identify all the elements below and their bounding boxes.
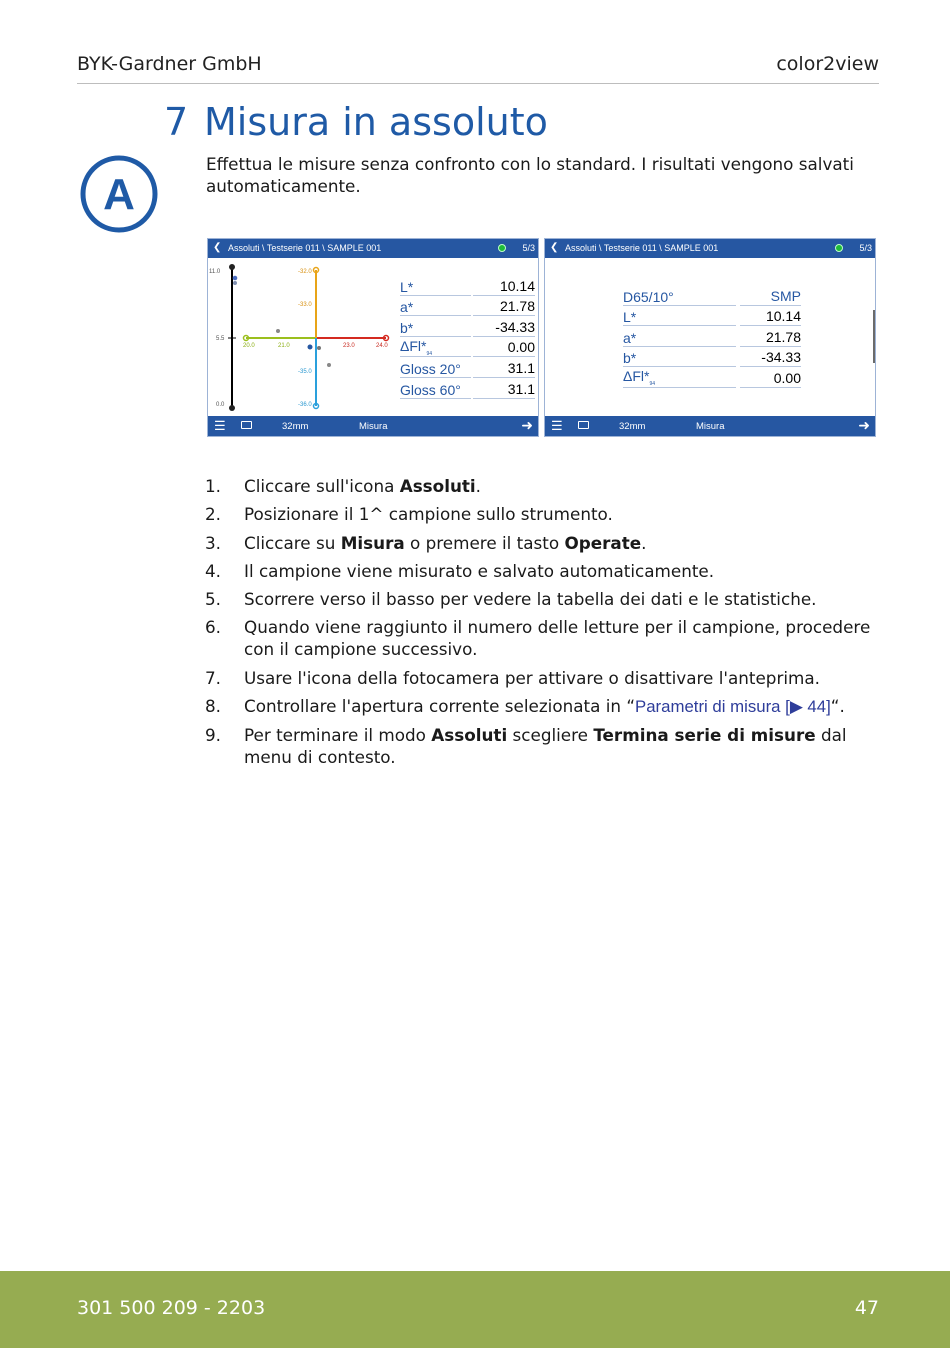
- menu-icon[interactable]: ☰: [551, 418, 563, 433]
- absolute-mode-icon: [79, 154, 159, 234]
- value-number: 0.00: [507, 339, 535, 356]
- back-icon[interactable]: ❮: [213, 242, 222, 253]
- page-counter: 5/3: [859, 243, 872, 253]
- value-label: Gloss 60°: [400, 381, 461, 398]
- value-label: L*: [623, 309, 637, 326]
- step-item: [205, 532, 885, 554]
- step-text: .: [475, 476, 482, 496]
- value-number: 31.1: [507, 380, 535, 397]
- table-row: [623, 367, 801, 388]
- cross-reference-link[interactable]: Parametri di misura [: [635, 697, 790, 717]
- step-number: 1.: [205, 476, 222, 496]
- value-number: -34.33: [495, 318, 535, 335]
- b-tick-label: -32.0: [298, 269, 312, 275]
- instruction-steps: [205, 475, 885, 775]
- screen-bottom-bar: [208, 416, 538, 436]
- values-table: [400, 275, 535, 399]
- step-text: .: [641, 532, 647, 553]
- aperture-label[interactable]: 32mm: [282, 421, 309, 432]
- scrollbar[interactable]: [873, 310, 875, 363]
- step-text: Controllare l'apertura corrente selezionata in “: [244, 696, 636, 717]
- step-number: 8.: [205, 696, 222, 717]
- step-text: Cliccare sull'icona: [244, 476, 400, 496]
- step-number: 3.: [205, 532, 222, 553]
- device-screen-plot: [207, 238, 539, 437]
- bold-term: Termina serie di misure: [593, 725, 816, 746]
- value-number: -34.33: [761, 349, 801, 366]
- step-text: Cliccare su: [244, 532, 341, 553]
- icon-letter: A: [103, 170, 135, 219]
- measure-button[interactable]: Misura: [359, 421, 388, 432]
- value-number: 21.78: [765, 328, 801, 345]
- breadcrumb: Assoluti \ Testserie 011 \ SAMPLE 001: [228, 243, 382, 253]
- ab-data-point: [308, 345, 313, 350]
- value-label: $\Delta Fl*_{94}$: [400, 337, 433, 357]
- table-row: [623, 347, 801, 368]
- value-number: 10.14: [765, 308, 801, 325]
- value-label: a*: [623, 329, 637, 346]
- page-footer: [0, 1271, 950, 1348]
- camera-icon[interactable]: [241, 421, 252, 429]
- measure-button[interactable]: Misura: [696, 421, 725, 432]
- step-item: [205, 616, 885, 660]
- step-text: Per terminare il modo: [244, 725, 432, 746]
- step-item: [205, 475, 885, 497]
- company-name: BYK-Gardner GmbH: [77, 53, 262, 75]
- value-row: [400, 337, 535, 358]
- step-text: o premere il tasto: [404, 532, 565, 553]
- table-header: [623, 285, 801, 306]
- ab-data-point: [317, 346, 321, 350]
- table-row: [623, 326, 801, 347]
- b-tick-label: -35.0: [298, 369, 312, 375]
- step-number: 4.: [205, 560, 222, 581]
- value-row: [400, 378, 535, 399]
- bold-term: Operate: [564, 532, 642, 553]
- step-item: [205, 667, 885, 689]
- ab-data-point: [276, 329, 280, 333]
- l-tick-label: 0.0: [216, 402, 225, 408]
- arrow-right-icon[interactable]: ➜: [521, 417, 533, 433]
- illuminant-label: D65/10°: [623, 288, 674, 305]
- product-name: color2view: [776, 53, 879, 75]
- step-item: [205, 724, 885, 768]
- step-text: Il campione viene misurato e salvato automaticamente.: [244, 560, 715, 581]
- screen-bottom-bar: [545, 416, 875, 436]
- value-row: [400, 316, 535, 337]
- step-number: 6.: [205, 617, 222, 638]
- step-number: 7.: [205, 667, 222, 688]
- cross-reference-link[interactable]: 44]: [802, 697, 831, 717]
- chapter-heading: [164, 100, 548, 144]
- status-led-icon: [498, 244, 506, 252]
- l-data-point: [233, 276, 238, 281]
- page-counter: 5/3: [522, 243, 535, 253]
- value-label: b*: [623, 350, 637, 367]
- device-screen-table: [544, 238, 876, 437]
- screen-title-bar: [545, 239, 875, 258]
- value-row: [400, 296, 535, 317]
- menu-icon[interactable]: ☰: [214, 418, 226, 433]
- value-number: 31.1: [507, 359, 535, 376]
- value-label: a*: [400, 299, 414, 316]
- step-text: Usare l'icona della fotocamera per attivare o disattivare l'anteprima.: [244, 667, 820, 688]
- b-tick-label: -33.0: [298, 302, 312, 308]
- intro-text: Effettua le misure senza confronto con lo standard. I risultati vengono salvati automaticamente.: [206, 154, 854, 196]
- breadcrumb: Assoluti \ Testserie 011 \ SAMPLE 001: [565, 243, 719, 253]
- b-tick-label: -36.0: [298, 402, 312, 408]
- value-label: L*: [400, 278, 414, 295]
- chapter-title: Misura in assoluto: [204, 100, 548, 144]
- a-tick-label: 20.0: [243, 343, 255, 349]
- screen-title-bar: [208, 239, 538, 258]
- value-row: [400, 275, 535, 296]
- a-tick-label: 21.0: [278, 343, 290, 349]
- step-item: [205, 695, 885, 718]
- a-tick-label: 24.0: [376, 343, 388, 349]
- step-text: dal menu di contesto.: [244, 725, 847, 768]
- step-number: 5.: [205, 589, 222, 610]
- value-row: [400, 357, 535, 378]
- step-number: 9.: [205, 725, 222, 746]
- step-text: Quando viene raggiunto il numero delle letture per il campione, procedere con il campione successivo.: [244, 617, 871, 660]
- value-label: $\Delta Fl*_{94}$: [623, 368, 656, 387]
- step-item: [205, 503, 885, 525]
- l-tick-label: 5.5: [216, 336, 225, 342]
- chapter-number: 7: [164, 100, 189, 144]
- a-tick-label: 23.0: [343, 343, 355, 349]
- step-number: 2.: [205, 504, 222, 525]
- value-number: 21.78: [499, 298, 535, 315]
- value-number: 10.14: [499, 277, 535, 294]
- step-text: Posizionare il 1^ campione sullo strumento.: [244, 504, 613, 525]
- camera-icon[interactable]: [578, 421, 589, 429]
- back-icon[interactable]: ❮: [550, 242, 559, 253]
- value-label: Gloss 20°: [400, 360, 461, 377]
- aperture-label[interactable]: 32mm: [619, 421, 646, 432]
- data-table: [623, 285, 801, 388]
- l-data-point: [233, 281, 237, 285]
- page-arrow-icon[interactable]: ▶: [789, 697, 803, 717]
- bold-term: Misura: [340, 532, 405, 553]
- step-text: scegliere: [507, 725, 594, 746]
- bold-term: Assoluti: [431, 725, 508, 746]
- page-number: 47: [854, 1297, 879, 1319]
- value-number: 0.00: [773, 369, 801, 386]
- step-item: [205, 560, 885, 582]
- header-divider: [77, 83, 879, 84]
- document-number: 301 500 209 - 2203: [77, 1297, 266, 1319]
- ab-data-point: [327, 363, 331, 367]
- table-row: [623, 306, 801, 327]
- step-text: Scorrere verso il basso per vedere la tabella dei dati e le statistiche.: [244, 589, 817, 610]
- l-tick-label: 11.0: [209, 269, 221, 275]
- value-label: b*: [400, 319, 414, 336]
- status-led-icon: [835, 244, 843, 252]
- step-item: [205, 588, 885, 610]
- step-text: “.: [830, 696, 845, 717]
- arrow-right-icon[interactable]: ➜: [858, 417, 870, 433]
- column-header: SMP: [770, 287, 801, 304]
- bold-term: Assoluti: [399, 476, 476, 496]
- color-space-plot: [208, 258, 394, 418]
